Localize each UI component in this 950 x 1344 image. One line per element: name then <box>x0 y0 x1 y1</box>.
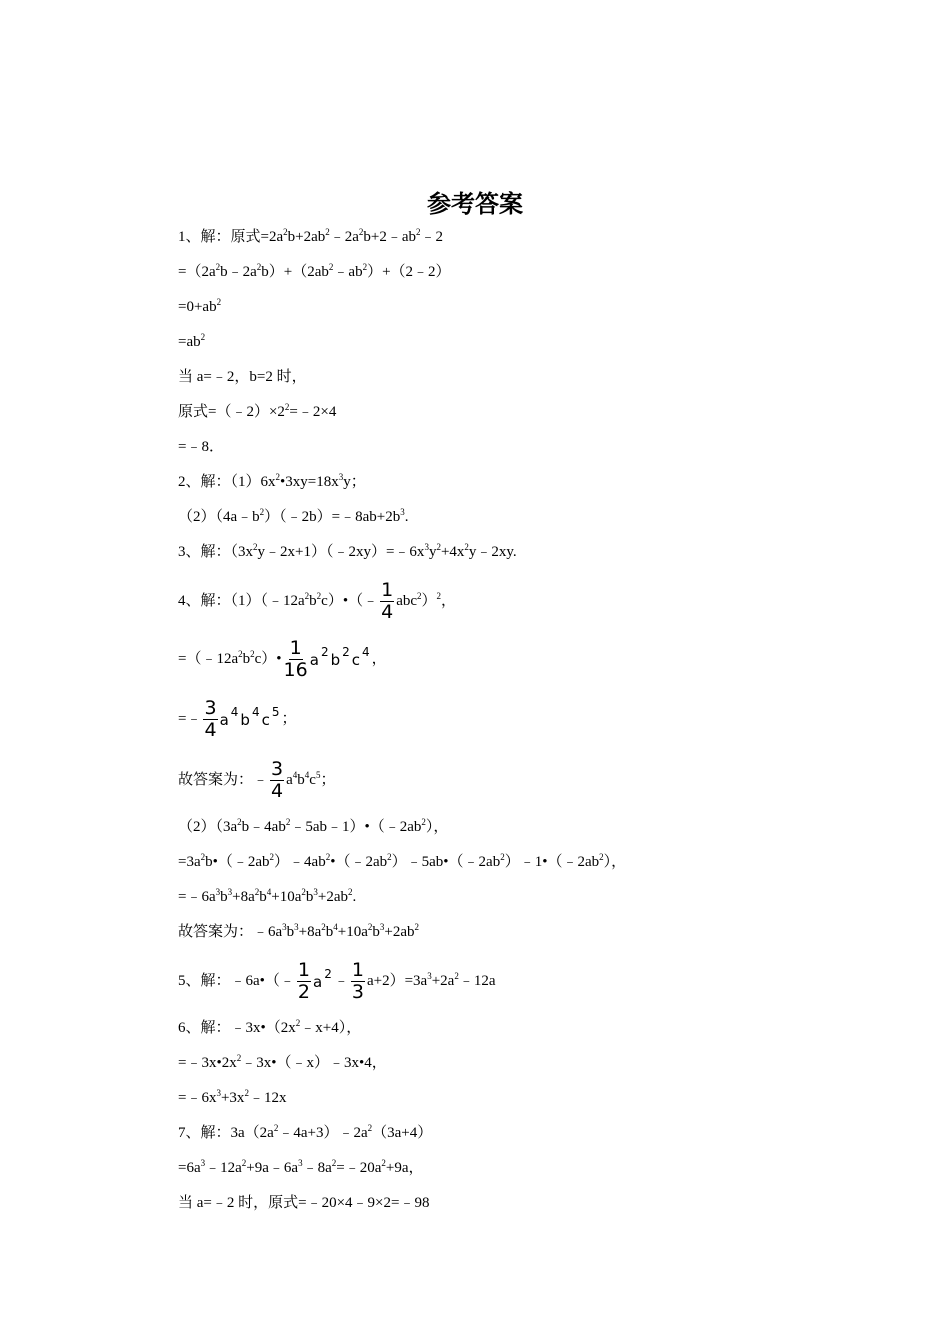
q1-line-5: 当 a=﹣2，b=2 时， <box>178 369 307 385</box>
fraction: $\frac{1}{16}$ <box>283 637 308 682</box>
q3-line-1: 3、解：$(3x^2y﹣2x+1)(﹣2xy)=﹣6x^3y^2+4x^2y﹣2xy$. <box>178 542 517 560</box>
q4-line-7: $=﹣6a^3b^3+8a^2b^4+10a^2b^3+2ab^2$. <box>178 887 357 905</box>
fraction: $\frac{3}{4}$ <box>271 758 284 803</box>
fraction: $\frac{1}{4}$ <box>381 579 394 624</box>
q4-line-6: $=3a^2b•(﹣2ab^2)﹣4ab^2•(﹣2ab^2)﹣5ab•(﹣2ab^2)﹣1•(﹣2ab^2)$， <box>178 852 627 870</box>
q4-line-8: 故答案为：$﹣6a^3b^3+8a^2b^4+10a^2b^3+2ab^2$ <box>178 922 420 940</box>
fraction: $\frac{1}{2}$ <box>297 959 311 1004</box>
q1-line-6: 原式$=(﹣2)\times 2^2=﹣2\times 4$ <box>178 402 337 420</box>
q6-line-1: 6、解：$﹣3x•(2x^2﹣x+4)$， <box>178 1018 362 1036</box>
q4-line-2: $=(﹣12a^2b^2c)•$ $\frac{1}{16}$ $a^2b^2c^4$， <box>178 637 387 682</box>
q4-line-1: 4、解：$(1)(﹣12a^2b^2c)•(﹣$ $\frac{1}{4}$ abc$^2$）$^2$， <box>178 579 457 624</box>
q4-line-4: 故答案为：﹣ $\frac{3}{4}$ $a^4b^4c^5$； <box>178 758 336 803</box>
q6-line-3: $=﹣6x^3+3x^2﹣12x$ <box>178 1088 287 1106</box>
formula-image: $a^2$ <box>313 966 334 991</box>
q7-line-2: $=6a^3﹣12a^2+9a﹣6a^3﹣8a^2=﹣20a^2+9a$， <box>178 1158 424 1176</box>
q1-line-7: =﹣8． <box>178 439 224 455</box>
q1-line-1: 1、解：原式$=2a^2b+2ab^2﹣2a^2b+2﹣ab^2﹣2$ <box>178 227 444 245</box>
q4-line-5: $(2)(3a^2b﹣4ab^2﹣5ab﹣1)•(﹣2ab^2)$， <box>178 817 449 835</box>
q4-line-3: =﹣ $\frac{3}{4}$ $a^4b^4c^5$； <box>178 697 297 742</box>
fraction: $\frac{1}{3}$ <box>351 959 364 1004</box>
formula-image: $a^4b^4c^5$ <box>219 704 282 729</box>
q1-line-3: $=0+ab^2$ <box>178 297 222 315</box>
fraction: $\frac{3}{4}$ <box>204 697 217 742</box>
formula-image: $a^2b^2c^4$ <box>309 644 372 669</box>
page-title: 参考答案 <box>427 190 523 218</box>
q2-line-1: 2、解：$(1)6x^2•3xy=18x^3y$； <box>178 472 366 490</box>
q1-line-4: $=ab^2$ <box>178 332 206 350</box>
q2-line-2: $(2)(4a﹣b^2)(﹣2b)=﹣8ab+2b^3$. <box>178 507 409 525</box>
q6-line-2: $=﹣3x•2x^2﹣3x•(﹣x)﹣3x•4$， <box>178 1053 387 1071</box>
q7-line-3: 当 a=﹣2 时，原式=﹣20×4﹣9×2=﹣98 <box>178 1195 430 1211</box>
q7-line-1: 7、解：$3a(2a^2﹣4a+3)﹣2a^2(3a+4)$ <box>178 1123 433 1141</box>
q5-line-1: 5、解：﹣6a•（﹣ $\frac{1}{2}$ $a^2﹣$ $\frac{1}{3}$ $a+2)=3a^3+2a^2﹣12a$ <box>178 959 496 1004</box>
q1-line-2: $=(2a^2b﹣2a^2b)+(2ab^2﹣ab^2)+(2﹣2)$ <box>178 262 451 280</box>
